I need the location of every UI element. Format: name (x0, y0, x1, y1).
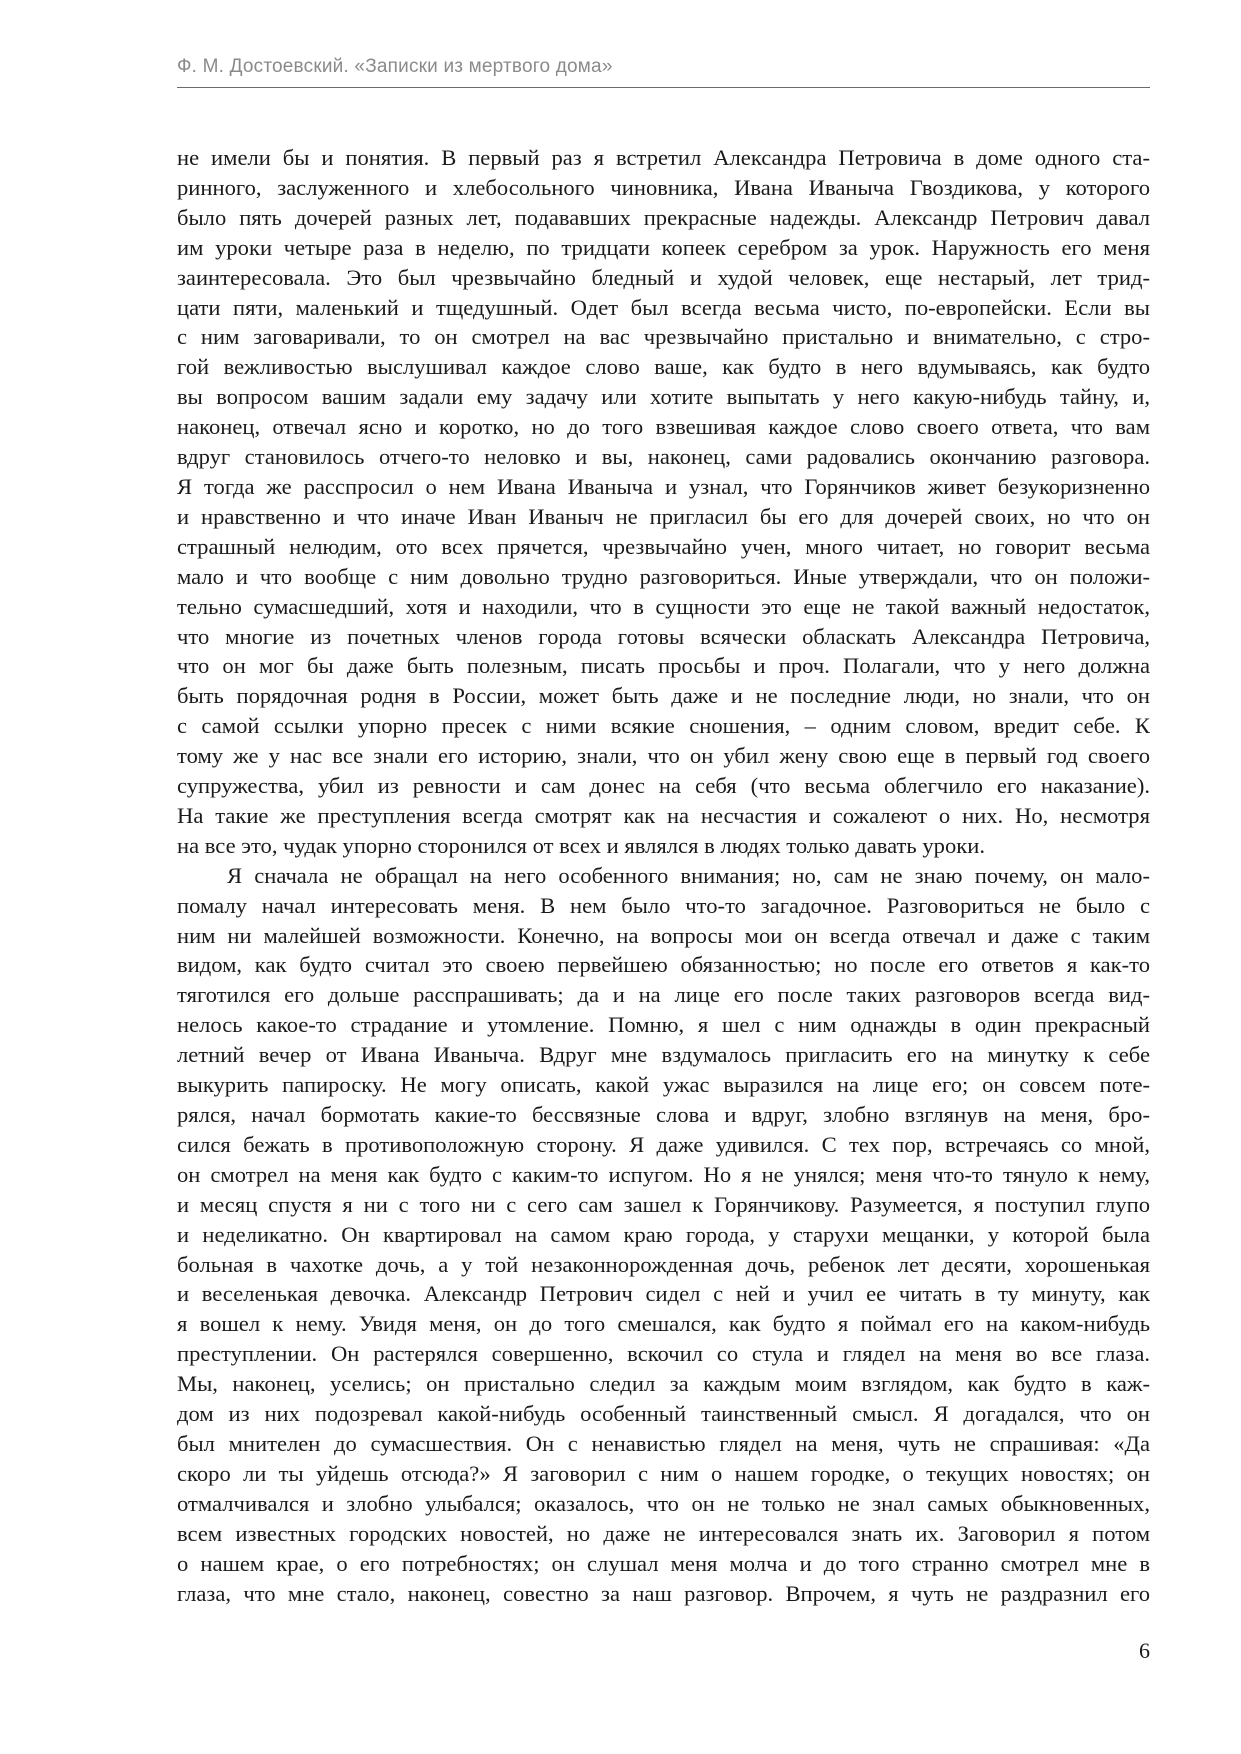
text-line: всем известных городских новостей, но даже не интересовался знать их. Заговорил я потом (177, 1520, 1150, 1546)
text-line: мало и что вообще с ним довольно трудно разговориться. Иные утверждали, что он положи- (177, 563, 1150, 589)
page-body (177, 143, 1150, 1608)
text-line: ринного, заслуженного и хлебосольного чиновника, Ивана Иваныча Гвоздикова, у которого (177, 174, 1150, 200)
text-line: рялся, начал бормотать какие-то бессвязные слова и вдруг, злобно взглянув на меня, бро- (177, 1102, 1150, 1127)
text-line: выкурить папироску. Не могу описать, какой ужас выразился на лице его; он совсем поте- (177, 1072, 1150, 1098)
text-line: ним ни малейшей возможности. Конечно, на вопросы мои он всегда отвечал и даже с таким (177, 922, 1150, 948)
text-line: я вошел к нему. Увидя меня, он до того смешался, как будто я поймал его на каком-нибудь (177, 1311, 1150, 1337)
text-line: Я тогда же расспросил о нем Ивана Иваныча и узнал, что Горянчиков живет безукоризненно (177, 473, 1150, 499)
text-line: и неделикатно. Он квартировал на самом краю города, у старухи мещанки, у которой была (177, 1221, 1150, 1247)
running-header-title: Ф. М. Достоевский. «Записки из мертвого дома» (177, 56, 613, 77)
text-line: помалу начал интересовать меня. В нем было что-то загадочное. Разговориться не было с (177, 892, 1150, 918)
text-line: не имели бы и понятия. В первый раз я встретил Александра Петровича в доме одного ста- (177, 145, 1150, 170)
text-line: видом, как будто считал это своею первейшею обязанностью; но после его ответов я как-то (177, 952, 1150, 978)
text-line: и веселенькая девочка. Александр Петрович сидел с ней и учил ее читать в ту минуту, как (177, 1281, 1150, 1307)
text-line: преступлении. Он растерялся совершенно, вскочил со стула и глядел на меня во все глаза. (177, 1341, 1150, 1367)
text-line: и нравственно и что иначе Иван Иваныч не пригласил бы его для дочерей своих, но что он (177, 503, 1150, 529)
text-line: наконец, отвечал ясно и коротко, но до того взвешивая каждое слово своего ответа, что вам (177, 414, 1150, 440)
running-header (177, 54, 1150, 88)
text-line: с самой ссылки упорно пресек с ними всякие сношения, – одним словом, вредит себе. К (177, 713, 1150, 739)
text-line: глаза, что мне стало, наконец, совестно за наш разговор. Впрочем, я чуть не раздразнил его (177, 1580, 1150, 1606)
text-line: страшный нелюдим, ото всех прячется, чрезвычайно учен, много читает, но говорит весьма (177, 533, 1150, 559)
text-line: скоро ли ты уйдешь отсюда?» Я заговорил с ним о нашем городке, о текущих новостях; он (177, 1460, 1150, 1486)
text-line: тяготился его дольше расспрашивать; да и на лице его после таких разговоров всегда вид- (177, 982, 1150, 1008)
text-line: летний вечер от Ивана Иваныча. Вдруг мне вздумалось пригласить его на минутку к себе (177, 1042, 1150, 1068)
text-line: им уроки четыре раза в неделю, по тридцати копеек серебром за урок. Наружность его меня (177, 234, 1150, 260)
text-line: сился бежать в противоположную сторону. Я даже удивился. С тех пор, встречаясь со мной, (177, 1131, 1150, 1157)
text-line: нелось какое-то страдание и утомление. Помню, я шел с ним однажды в один прекрасный (177, 1012, 1150, 1038)
page-number: 6 (1139, 1638, 1150, 1663)
text-line: отмалчивался и злобно улыбался; оказалось, что он не только не знал самых обыкновенных, (177, 1490, 1150, 1516)
text-line: Мы, наконец, уселись; он пристально следил за каждым моим взглядом, как будто в каж- (177, 1371, 1150, 1397)
text-line: тельно сумасшедший, хотя и находили, что в сущности это еще не такой важный недостаток, (177, 593, 1150, 619)
text-line: быть порядочная родня в России, может быть даже и не последние люди, но знали, что он (177, 683, 1150, 709)
text-line: было пять дочерей разных лет, подававших прекрасные надежды. Александр Петрович давал (177, 204, 1150, 230)
text-line: и месяц спустя я ни с того ни с сего сам зашел к Горянчикову. Разумеется, я поступил глупо (177, 1191, 1150, 1217)
text-line: что многие из почетных членов города готовы всячески обласкать Александра Петровича, (177, 623, 1150, 649)
text-line: что он мог бы даже быть полезным, писать просьбы и проч. Полагали, что у него должна (177, 653, 1150, 679)
text-line: Я сначала не обращал на него особенного внимания; но, сам не знаю почему, он мало- (227, 862, 1150, 888)
text-line: гой вежливостью выслушивал каждое слово ваше, как будто в него вдумываясь, как будто (177, 354, 1150, 380)
header-rule (177, 87, 1150, 88)
text-line: был мнителен до сумасшествия. Он с ненавистью глядел на меня, чуть не спрашивая: «Да (177, 1430, 1150, 1456)
text-line: дом из них подозревал какой-нибудь особенный таинственный смысл. Я догадался, что он (177, 1401, 1150, 1427)
text-line: с ним заговаривали, то он смотрел на вас чрезвычайно пристально и внимательно, с стро- (177, 324, 1150, 350)
text-line: супружества, убил из ревности и сам донес на себя (что весьма облегчило его наказание). (177, 773, 1150, 799)
text-line: о нашем крае, о его потребностях; он слушал меня молча и до того странно смотрел мне в (177, 1550, 1150, 1576)
text-line: на все это, чудак упорно сторонился от всех и являлся в людях только давать уроки. (177, 832, 985, 858)
paragraph-1 (177, 143, 1150, 861)
paragraph-2 (177, 861, 1150, 1609)
text-line: цати пяти, маленький и тщедушный. Одет был всегда весьма чисто, по-европейски. Если вы (177, 294, 1150, 320)
text-line: он смотрел на меня как будто с каким-то испугом. Но я не унялся; меня что-то тянуло к нему, (177, 1161, 1150, 1187)
text-line: вы вопросом вашим задали ему задачу или хотите выпытать у него какую-нибудь тайну, и, (177, 384, 1150, 410)
text-line: вдруг становилось отчего-то неловко и вы, наконец, сами радовались окончанию разговора. (177, 444, 1150, 470)
text-line: больная в чахотке дочь, а у той незаконнорожденная дочь, ребенок лет десяти, хорошенькая (177, 1251, 1150, 1277)
text-line: На такие же преступления всегда смотрят как на несчастия и сожалеют о них. Но, несмотря (177, 802, 1150, 828)
text-line: тому же у нас все знали его историю, знали, что он убил жену свою еще в первый год своего (177, 743, 1150, 769)
text-line: заинтересовала. Это был чрезвычайно бледный и худой человек, еще нестарый, лет трид- (177, 264, 1150, 290)
